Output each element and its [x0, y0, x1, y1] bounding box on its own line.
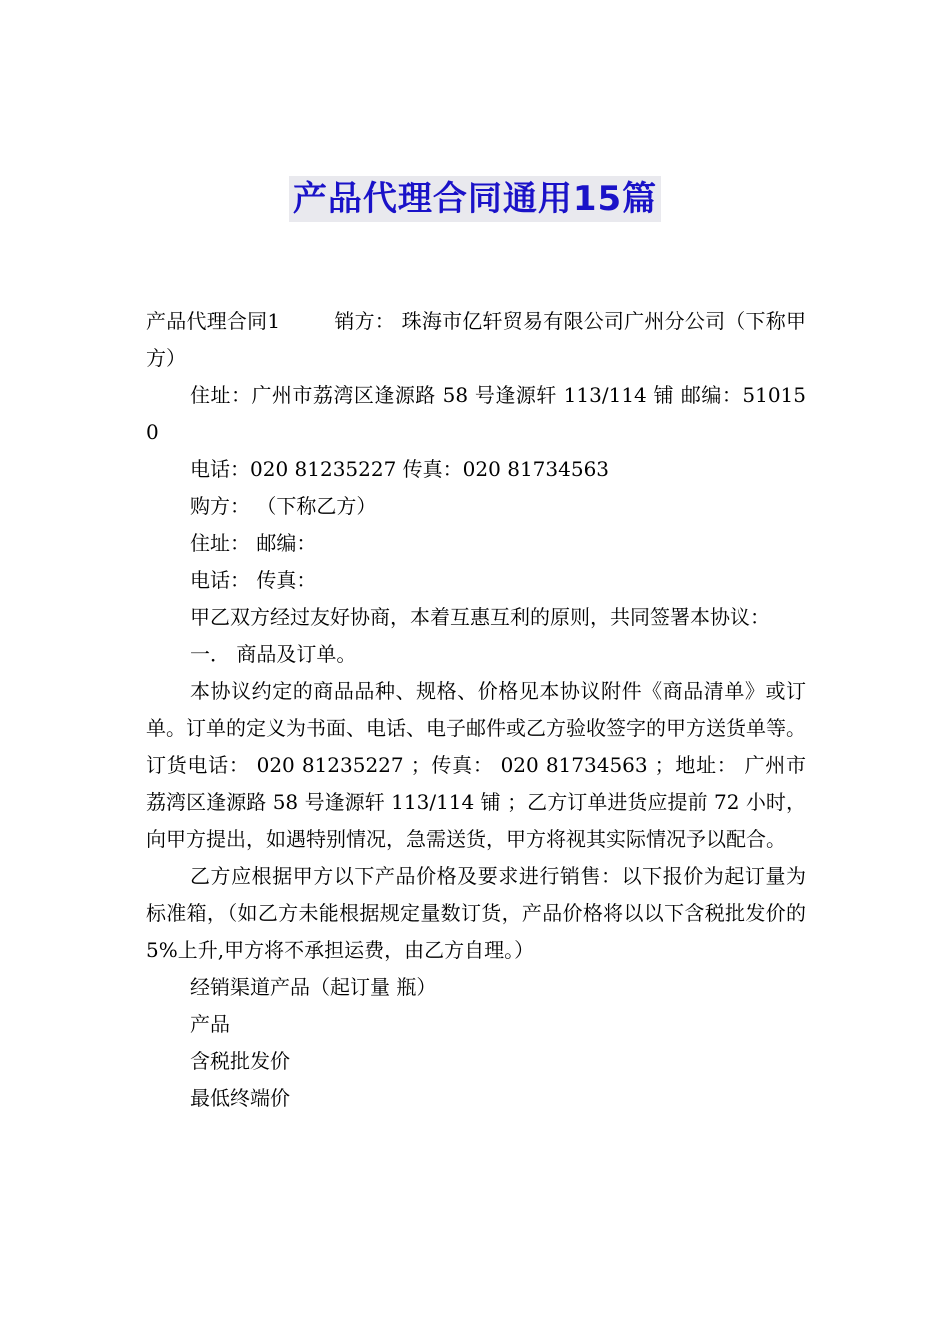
- title-container: [0, 176, 950, 222]
- paragraph-buyer-phone: 电话： 传真：: [190, 568, 317, 592]
- paragraph-goods-orders: 本协议约定的商品品种、规格、价格见本协议附件《商品清单》或订单。订单的定义为书面、电话、电子邮件或乙方验收签字的甲方送货单等。订货电话： 020 81235227 ；传真： 020 81734563 ；地址： 广州市荔湾区逢源路 58 号逢源轩 113/114 铺 ；乙方订单进货应提前 72 小时，向甲方提出，如遇特别情况，急需送货，甲方将视其实际情况予以配合。: [146, 679, 806, 851]
- document-body: [146, 303, 806, 1117]
- paragraph-distribution-products: 经销渠道产品（起订量 瓶）: [190, 975, 437, 999]
- contract-number-label: 产品代理合同1: [146, 309, 281, 333]
- table-label-product: 产品: [190, 1012, 230, 1036]
- table-label-wholesale-price: 含税批发价: [190, 1049, 290, 1073]
- paragraph-buyer: 购方： （下称乙方）: [190, 494, 377, 518]
- paragraph-contract-heading: [146, 303, 806, 377]
- seller-line: 销方： 珠海市亿轩贸易有限公司广州分公司（下称甲方）: [146, 309, 806, 370]
- paragraph-agreement-intro: 甲乙双方经过友好协商，本着互惠互利的原则，共同签署本协议：: [190, 605, 770, 629]
- paragraph-seller-address: 住址：广州市荔湾区逢源路 58 号逢源轩 113/114 铺 邮编：510150: [146, 383, 806, 444]
- paragraph-seller-phone: 电话：020 81235227 传真：020 81734563: [190, 457, 610, 481]
- document-title: 产品代理合同通用15篇: [289, 176, 661, 222]
- section-heading-goods-orders: 一． 商品及订单。: [190, 642, 357, 666]
- paragraph-buyer-address: 住址： 邮编：: [190, 531, 317, 555]
- table-label-min-retail-price: 最低终端价: [190, 1086, 290, 1110]
- paragraph-pricing: 乙方应根据甲方以下产品价格及要求进行销售：以下报价为起订量为 标准箱，（如乙方未能根据规定量数订货，产品价格将以以下含税批发价的 5%上升,甲方将不承担运费，由乙方自理。）: [146, 864, 806, 962]
